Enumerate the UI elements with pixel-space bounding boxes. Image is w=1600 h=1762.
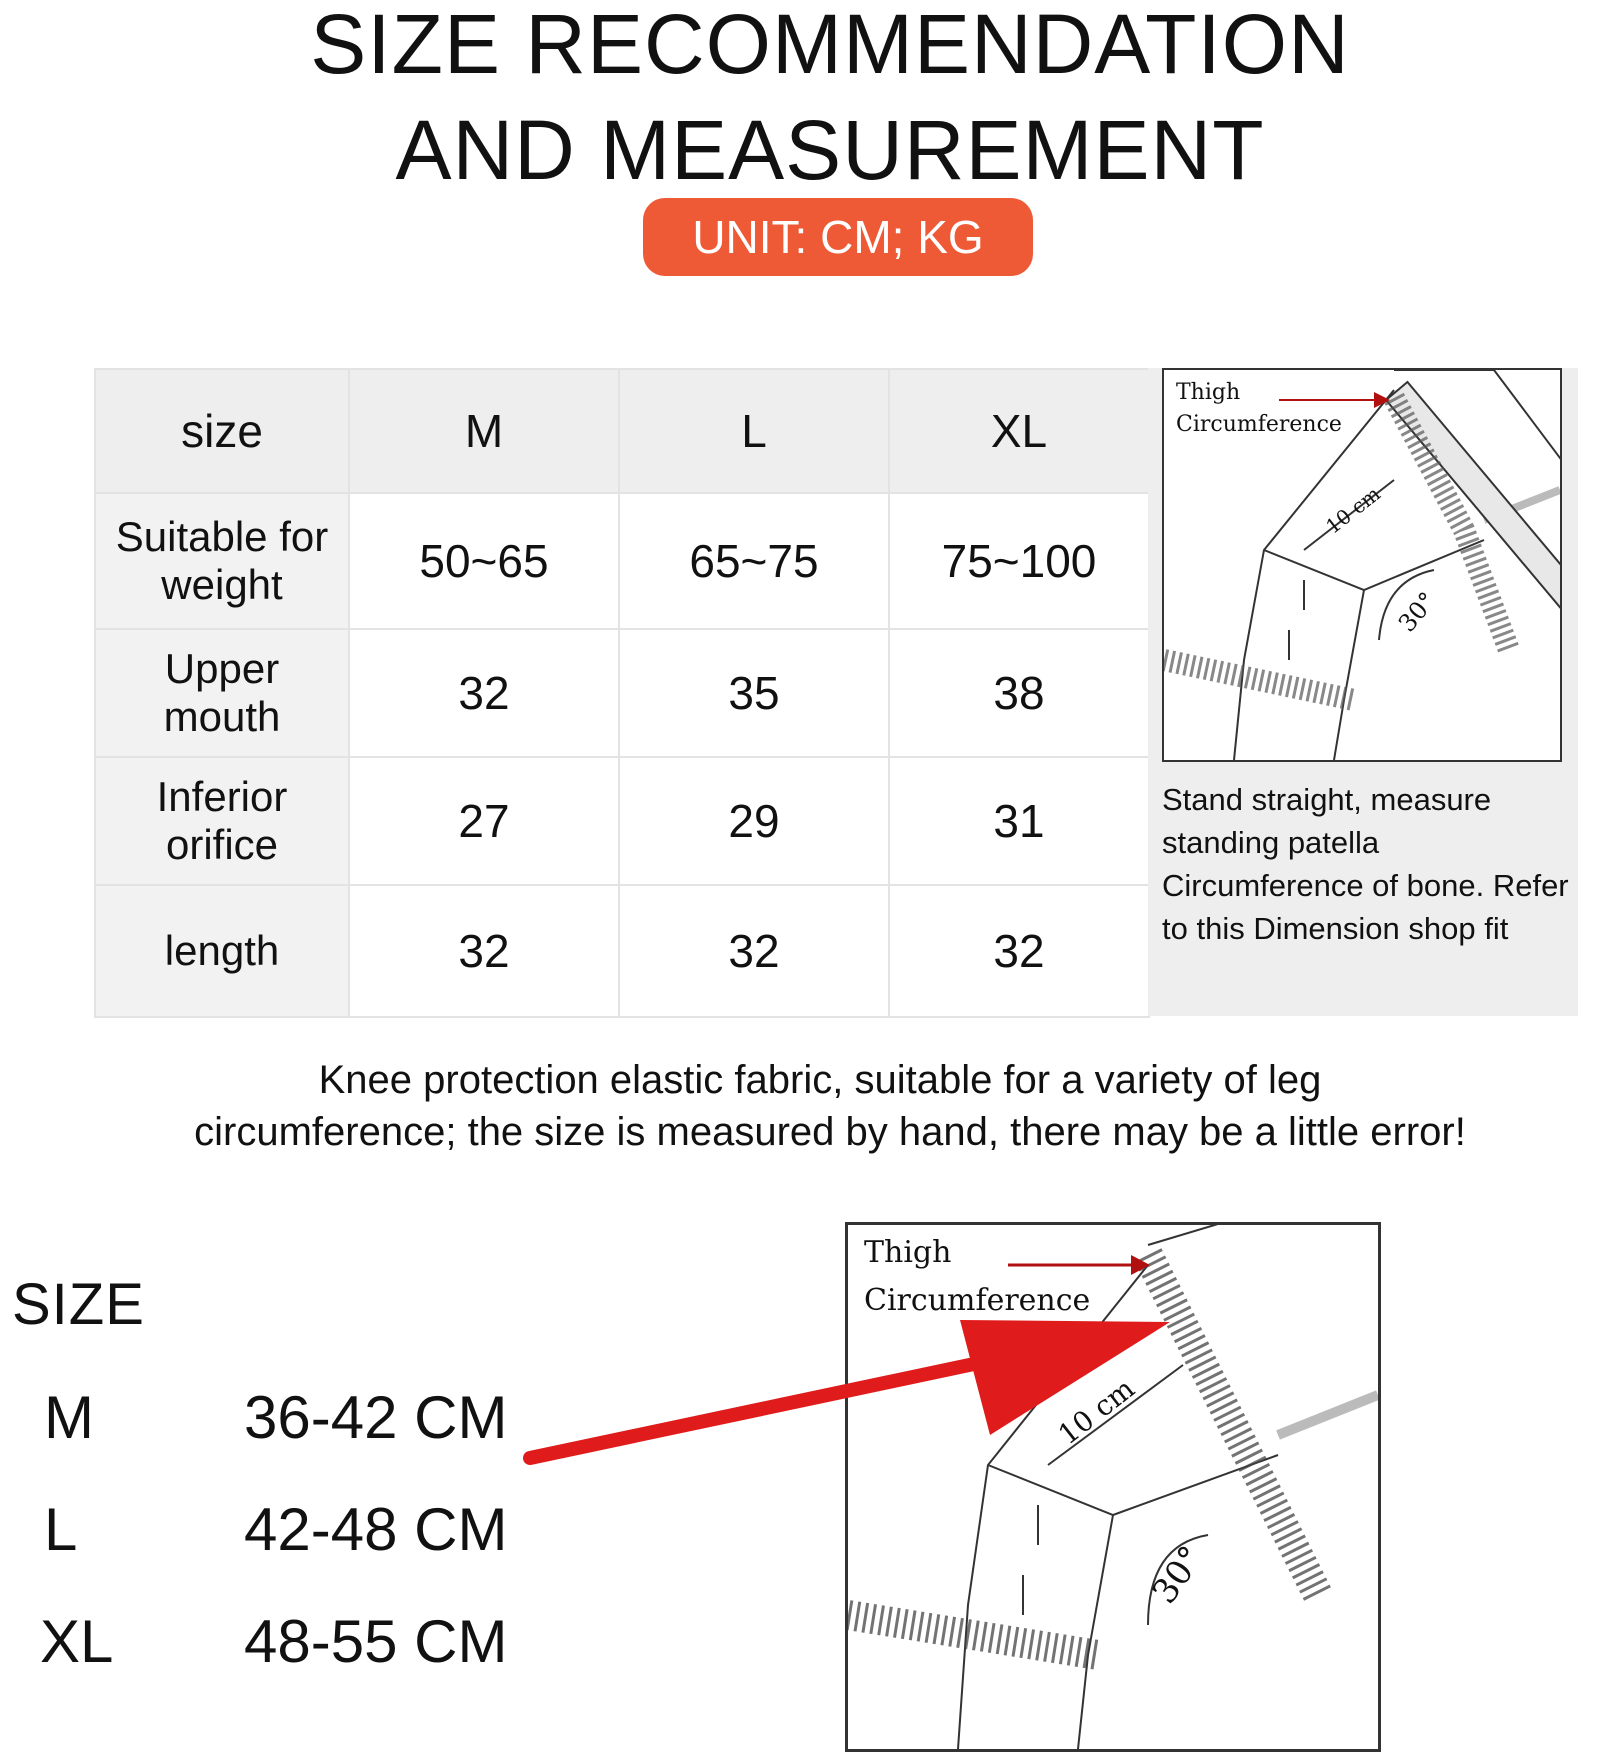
header-cell-m: M xyxy=(349,369,619,493)
row-label-inferior-orifice xyxy=(95,757,349,885)
large-circumference-label: Circumference xyxy=(864,1283,1091,1318)
angle-label: 30° xyxy=(1392,586,1442,638)
table-cell: 35 xyxy=(619,629,889,757)
red-pointer-arrow-icon xyxy=(520,1300,1220,1480)
row-label-line: weight xyxy=(161,561,283,608)
table-row xyxy=(95,493,1149,629)
table-cell: 27 xyxy=(349,757,619,885)
measurement-guide-panel xyxy=(1148,368,1578,1016)
row-label-weight xyxy=(95,493,349,629)
table-row xyxy=(95,629,1149,757)
table-cell: 31 xyxy=(889,757,1149,885)
table-cell: 32 xyxy=(889,885,1149,1017)
row-label-line: length xyxy=(164,926,280,974)
thigh-size-range-xl: 48-55 CM xyxy=(244,1608,508,1675)
note-line-2: circumference; the size is measured by hand, there may be a little error! xyxy=(194,1110,1466,1154)
unit-badge: UNIT: CM; KG xyxy=(643,198,1033,276)
row-label-upper-mouth xyxy=(95,629,349,757)
table-header-row xyxy=(95,369,1149,493)
table-cell: 38 xyxy=(889,629,1149,757)
page-title-line-1: SIZE RECOMMENDATION xyxy=(310,0,1350,91)
table-row xyxy=(95,885,1149,1017)
table-row xyxy=(95,757,1149,885)
thigh-size-label-xl: XL xyxy=(40,1608,114,1675)
thigh-label: Thigh xyxy=(1176,380,1241,405)
header-cell-size: size xyxy=(95,369,349,493)
row-label-line: Inferior xyxy=(156,772,288,820)
row-label-line: orifice xyxy=(165,821,279,868)
table-cell: 65~75 xyxy=(619,493,889,629)
header-cell-l: L xyxy=(619,369,889,493)
note-line-1: Knee protection elastic fabric, suitable for a variety of leg xyxy=(318,1058,1322,1102)
table-cell: 75~100 xyxy=(889,493,1149,629)
row-label-line: mouth xyxy=(163,693,281,740)
large-angle-label: 30° xyxy=(1144,1538,1212,1612)
measurement-caption: Stand straight, measure standing patella Circumference of bone. Refer to this Dimension shop fit xyxy=(1162,782,1569,946)
row-label-line: Suitable for xyxy=(115,512,329,560)
thigh-size-label-m: M xyxy=(44,1384,94,1451)
table-cell: 50~65 xyxy=(349,493,619,629)
table-cell: 29 xyxy=(619,757,889,885)
knee-measurement-illustration xyxy=(1162,368,1562,762)
distance-label: 10 cm xyxy=(1321,481,1385,539)
row-label-line: Upper xyxy=(164,644,280,692)
thigh-size-heading: SIZE xyxy=(12,1272,145,1337)
table-cell: 32 xyxy=(349,885,619,1017)
large-thigh-label: Thigh xyxy=(864,1235,952,1270)
thigh-size-range-m: 36-42 CM xyxy=(244,1384,508,1451)
row-label-length xyxy=(95,885,349,1017)
page-title-line-2: AND MEASUREMENT xyxy=(395,103,1265,197)
header-cell-xl: XL xyxy=(889,369,1149,493)
thigh-size-label-l: L xyxy=(44,1496,78,1563)
thigh-size-range-l: 42-48 CM xyxy=(244,1496,508,1563)
table-cell: 32 xyxy=(619,885,889,1017)
size-table xyxy=(94,368,1150,1018)
large-distance-label: 10 cm xyxy=(1052,1371,1141,1452)
circumference-label: Circumference xyxy=(1176,412,1342,437)
table-cell: 32 xyxy=(349,629,619,757)
